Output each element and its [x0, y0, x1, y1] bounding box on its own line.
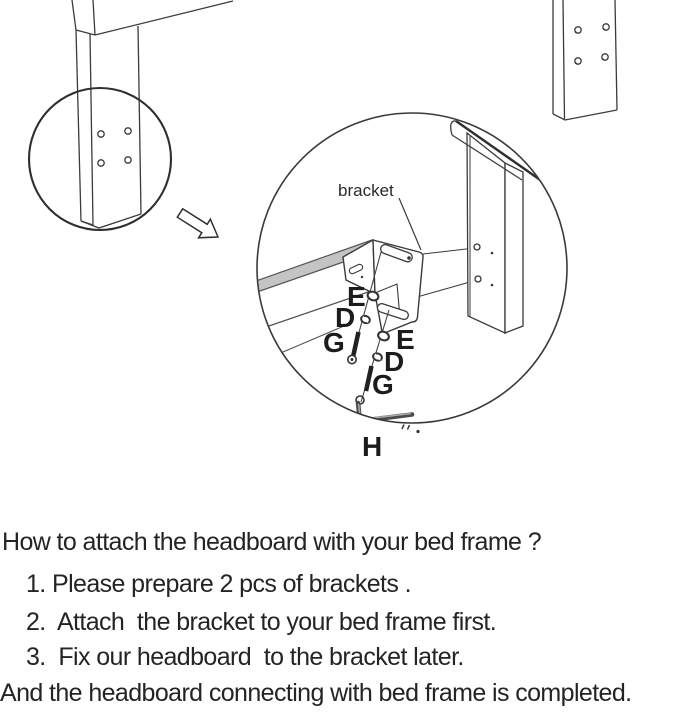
screw-hole — [98, 160, 104, 166]
instruction-step-3: 3. Fix our headboard to the bracket later. — [26, 643, 464, 671]
zoom-arrow-icon — [177, 209, 218, 238]
post-hole — [475, 276, 481, 282]
part-label-G2: G — [372, 369, 394, 400]
part-label-E2: E — [396, 324, 415, 355]
headboard-left-leg — [72, 0, 233, 228]
part-label-G1: G — [323, 327, 345, 358]
part-label-E1: E — [347, 281, 366, 312]
screw-hole — [125, 157, 131, 163]
part-label-H: H — [362, 431, 383, 462]
part-label-D2: D — [384, 346, 405, 377]
post-hole-dot — [491, 252, 494, 255]
bracket-leader-line — [399, 198, 421, 250]
instructions-footer: And the headboard connecting with bed frame is completed. — [0, 679, 632, 707]
magnifier-circle-small — [29, 88, 171, 230]
allen-key-H — [358, 403, 412, 421]
bed-frame-leg-right — [553, 0, 617, 120]
instruction-step-1: 1. Please prepare 2 pcs of brackets . — [26, 570, 411, 598]
bolt-G — [366, 366, 372, 391]
instructions-heading: How to attach the headboard with your bed frame ? — [2, 528, 541, 556]
bracket-label: bracket — [338, 181, 394, 200]
post-hole-dot — [491, 284, 494, 287]
scan-marks — [402, 425, 420, 434]
post-hole — [474, 244, 480, 250]
bolt-G — [353, 332, 359, 357]
screw-hole — [125, 128, 131, 134]
part-label-D1: D — [335, 302, 356, 333]
instruction-step-2: 2. Attach the bracket to your bed frame first. — [26, 608, 497, 636]
screw-hole — [98, 131, 104, 137]
